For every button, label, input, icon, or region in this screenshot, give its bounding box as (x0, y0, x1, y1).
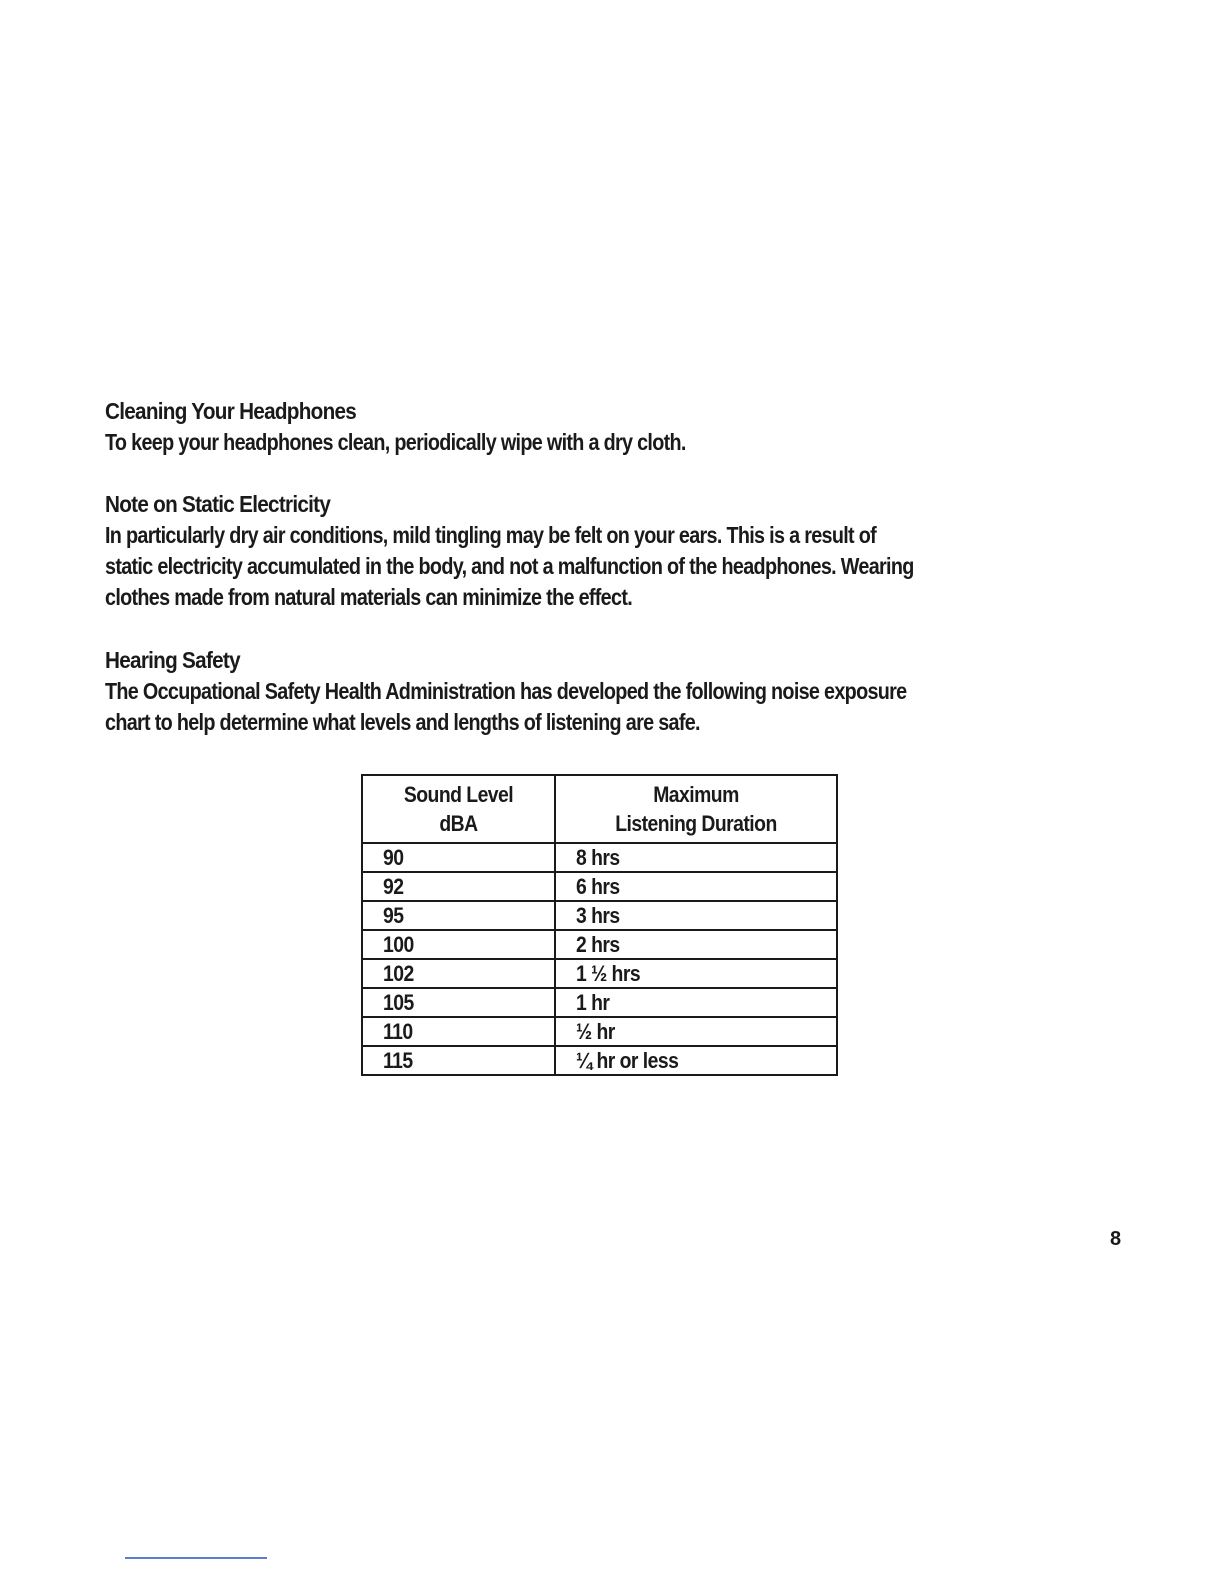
table-row (362, 872, 837, 901)
cell-duration (555, 930, 837, 959)
sound-level-value: 92 (383, 874, 404, 899)
cell-sound-level (362, 901, 555, 930)
cell-duration (555, 959, 837, 988)
duration-value: 6 hrs (576, 874, 620, 899)
table-row (362, 901, 837, 930)
duration-value: ¼ hr or less (576, 1048, 679, 1073)
table-header-row (362, 775, 837, 843)
duration-value: 8 hrs (576, 845, 620, 870)
page-number: 8 (1110, 1228, 1122, 1250)
header-max-duration-line1: Maximum (653, 782, 739, 807)
sound-level-value: 90 (383, 845, 404, 870)
cell-sound-level (362, 1046, 555, 1075)
table-row (362, 843, 837, 872)
table-row (362, 988, 837, 1017)
header-sound-level (362, 775, 555, 843)
static-line-3: clothes made from natural materials can minimize the effect. (105, 584, 633, 610)
section-static-electricity (105, 489, 1115, 613)
section-hearing-safety (105, 645, 1115, 738)
cell-sound-level (362, 843, 555, 872)
noise-exposure-table (361, 774, 838, 1076)
static-line-1: In particularly dry air conditions, mild tingling may be felt on your ears. This is a result of (105, 522, 877, 548)
duration-value: 3 hrs (576, 903, 620, 928)
sound-level-value: 102 (383, 961, 414, 986)
sound-level-value: 100 (383, 932, 414, 957)
cell-duration (555, 1017, 837, 1046)
cell-duration (555, 1046, 837, 1075)
header-max-duration (555, 775, 837, 843)
sound-level-value: 115 (383, 1048, 413, 1073)
footer-rule (125, 1557, 267, 1559)
cell-duration (555, 901, 837, 930)
cell-sound-level (362, 930, 555, 959)
sound-level-value: 105 (383, 990, 414, 1015)
header-sound-level-line2: dBA (439, 811, 478, 836)
cell-sound-level (362, 988, 555, 1017)
table-row (362, 1046, 837, 1075)
section-cleaning (105, 396, 1115, 458)
table-row (362, 930, 837, 959)
duration-value: 2 hrs (576, 932, 620, 957)
cell-duration (555, 872, 837, 901)
hearing-line-2: chart to help determine what levels and lengths of listening are safe. (105, 709, 700, 735)
header-sound-level-line1: Sound Level (403, 782, 514, 807)
cell-duration (555, 843, 837, 872)
cell-sound-level (362, 959, 555, 988)
sound-level-value: 95 (383, 903, 404, 928)
cell-sound-level (362, 872, 555, 901)
table-row (362, 1017, 837, 1046)
cell-sound-level (362, 1017, 555, 1046)
static-line-2: static electricity accumulated in the body, and not a malfunction of the headphones. Wearing (105, 553, 914, 579)
section-title-hearing: Hearing Safety (105, 647, 240, 673)
hearing-line-1: The Occupational Safety Health Administration has developed the following noise exposure (105, 678, 907, 704)
cell-duration (555, 988, 837, 1017)
table-row (362, 959, 837, 988)
header-max-duration-line2: Listening Duration (615, 811, 777, 836)
duration-value: 1 hr (576, 990, 610, 1015)
noise-exposure-table-wrap (361, 774, 838, 1076)
sound-level-value: 110 (383, 1019, 413, 1044)
section-title-static: Note on Static Electricity (105, 491, 331, 517)
duration-value: 1 ½ hrs (576, 961, 641, 986)
cleaning-line: To keep your headphones clean, periodically wipe with a dry cloth. (105, 429, 686, 455)
section-title-cleaning: Cleaning Your Headphones (105, 398, 357, 424)
duration-value: ½ hr (576, 1019, 615, 1044)
